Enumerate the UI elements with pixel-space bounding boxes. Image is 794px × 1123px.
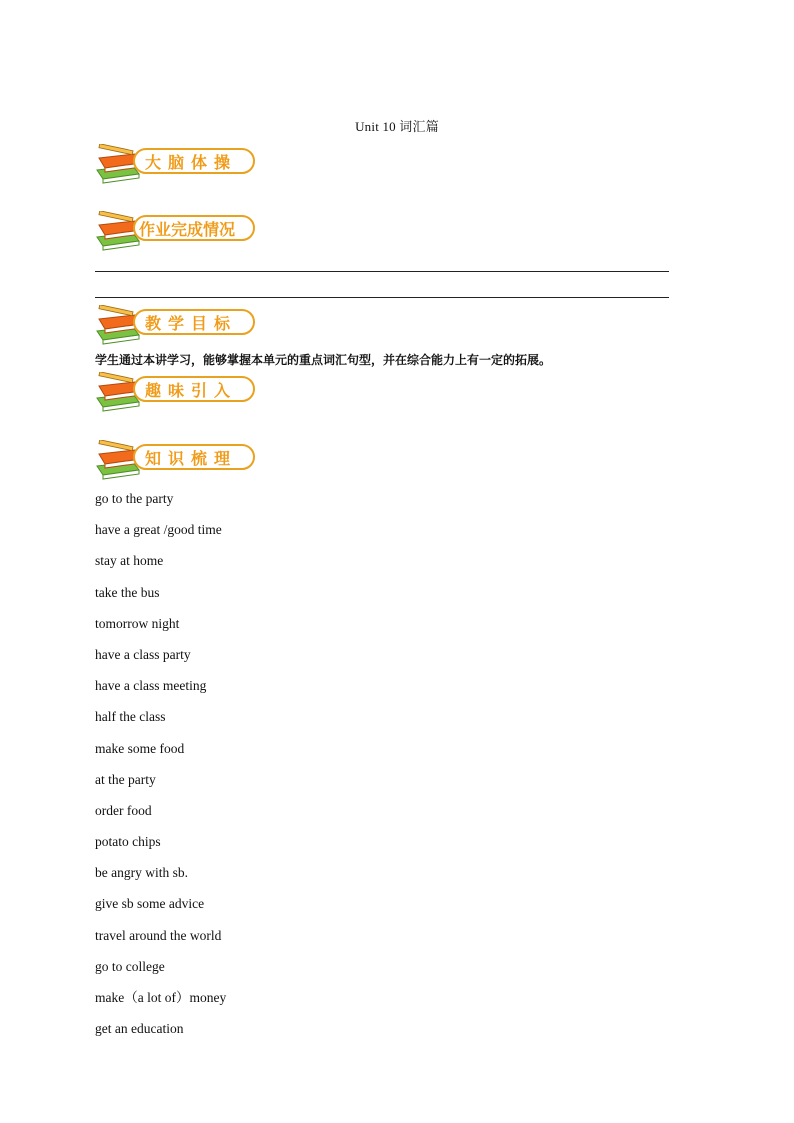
list-item: go to the party: [95, 491, 174, 506]
answer-line: [95, 271, 669, 272]
list-item: travel around the world: [95, 927, 222, 943]
list-item: potato chips: [95, 834, 161, 850]
list-item: take the bus: [95, 584, 160, 600]
pencil-icon: [99, 211, 133, 222]
list-item: be angry with sb.: [95, 865, 188, 881]
list-item: have a class meeting: [95, 678, 207, 694]
pencil-icon: [99, 440, 133, 451]
list-item: stay at home: [95, 553, 164, 569]
pencil-icon: [99, 372, 133, 383]
document-title: Unit 10 词汇篇: [355, 119, 439, 134]
section-header-brain-exercise: [95, 144, 260, 186]
section-header-homework-status: [95, 211, 260, 253]
list-item: get an education: [95, 1021, 184, 1037]
section-label: 作业完成情况: [139, 219, 236, 239]
section-label: 趣味引入: [145, 380, 238, 400]
answer-line: [95, 297, 669, 298]
section-header-knowledge-review: [95, 440, 260, 482]
vocabulary-list: [95, 490, 226, 1051]
section-header-fun-intro: [95, 372, 260, 414]
section-label: 知识梳理: [145, 448, 238, 468]
list-item: order food: [95, 802, 152, 818]
pencil-icon: [99, 305, 133, 316]
pencil-icon: [99, 144, 133, 155]
section-label: 大脑体操: [145, 152, 238, 172]
list-item: tomorrow night: [95, 615, 180, 631]
list-item: at the party: [95, 771, 156, 787]
list-item: have a great /good time: [95, 522, 222, 538]
list-item: go to college: [95, 958, 165, 974]
objective-text: 学生通过本讲学习，能够掌握本单元的重点词汇句型，并在综合能力上有一定的拓展。: [95, 353, 552, 367]
section-label: 教学目标: [145, 313, 238, 333]
list-item: give sb some advice: [95, 896, 205, 912]
section-header-teaching-objectives: [95, 305, 260, 347]
list-item: have a class party: [95, 646, 191, 662]
list-item: make some food: [95, 740, 185, 756]
list-item: half the class: [95, 709, 166, 725]
list-item: make（a lot of）money: [95, 990, 227, 1005]
